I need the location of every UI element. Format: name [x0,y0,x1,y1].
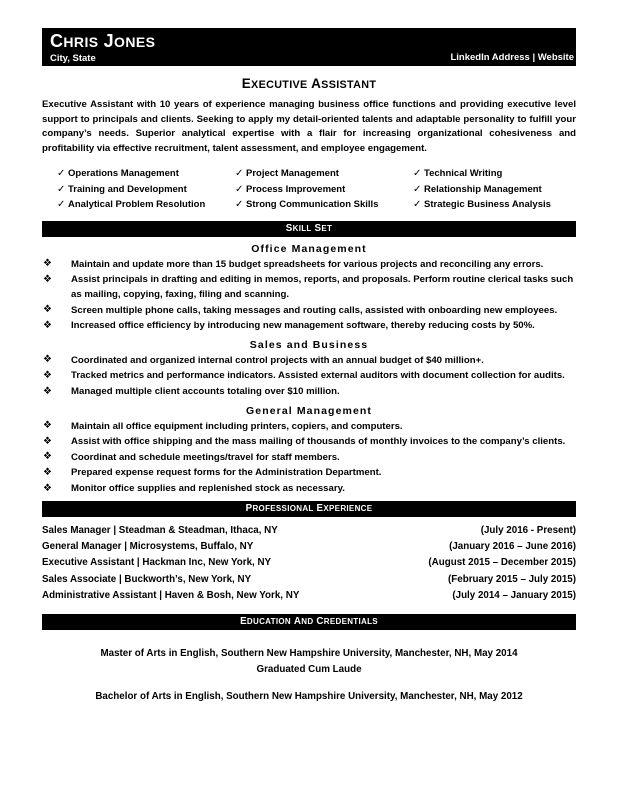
skill-item [398,182,576,198]
list-item [42,369,576,384]
experience-dates: (July 2014 – January 2015) [452,590,576,602]
diamond-bullet-icon: ❖ [43,273,52,285]
list-item [42,482,576,497]
resume-content [42,28,576,705]
diamond-bullet-icon: ❖ [43,369,52,381]
list-item-text: Assist with office shipping and the mass mailing of thousands of monthly invoices to the company’s clients. [71,436,566,448]
check-icon: ✓ [235,183,244,195]
list-item [42,466,576,481]
section-header-skill-set [42,221,576,237]
skill-label: Project Management [246,168,339,180]
list-item [42,435,576,450]
check-icon: ✓ [413,168,422,180]
skill-item [42,166,220,182]
skill-item [398,166,576,182]
list-item-text: Managed multiple client accounts totaling over $10 million. [71,386,340,398]
job-title-text: EXECUTIVE ASSISTANT [241,76,377,91]
list-item-text: Assist principals in drafting and editing in memos, reports, and proposals. Perform routine clerical tasks such as mailing, copying, faxing, filing and scanning. [71,274,574,301]
candidate-name [50,32,568,52]
check-icon: ✓ [413,183,422,195]
list-item [42,258,576,273]
candidate-name-text: CHRIS JONES [50,31,156,51]
list-item-text: Screen multiple phone calls, taking messages and routing calls, assisted with onboarding new employees. [71,304,558,316]
list-item [42,319,576,334]
skill-label: Process Improvement [246,183,346,195]
skill-item [398,197,576,213]
skill-item [42,197,220,213]
check-icon: ✓ [235,168,244,180]
skill-item [220,182,398,198]
experience-row [42,588,576,604]
experience-dates: (February 2015 – July 2015) [448,573,576,585]
experience-position: Sales Manager | Steadman & Steadman, Ithaca, NY [42,524,278,536]
diamond-bullet-icon: ❖ [43,258,52,270]
candidate-contact-links[interactable]: LinkedIn Address | Website [450,52,574,63]
subsection-title: General Management [246,404,372,417]
experience-dates: (January 2016 – June 2016) [449,541,576,552]
skill-item [42,182,220,198]
diamond-bullet-icon: ❖ [43,304,52,316]
spacer [42,679,576,689]
check-icon: ✓ [57,199,66,211]
experience-position: Sales Associate | Buckworth’s, New York, NY [42,573,252,585]
candidate-location: City, State [50,53,96,64]
skills-grid [42,166,576,213]
bullet-list [42,258,576,334]
experience-position: General Manager | Microsystems, Buffalo, NY [42,541,254,552]
professional-summary: Executive Assistant with 10 years of experience managing business office functions and providing executive level support to principals and clients. Seeking to apply my detail-oriented talents and adaptable personality to fulfill your company’s needs. Superior analytical expertise with a flair for increasing organizational cohesiveness and profitability via effective recruitment, talent assessment, and employee engagement. [42,99,576,154]
experience-position: Executive Assistant | Hackman Inc, New York, NY [42,557,272,569]
education-line: Bachelor of Arts in English, Southern New Hampshire University, Manchester, NH, May 2012 [95,690,523,702]
skill-label: Operations Management [68,168,179,180]
bullet-list [42,354,576,400]
page-title [42,76,576,91]
check-icon: ✓ [57,168,66,180]
experience-dates: (August 2015 – December 2015) [428,557,576,569]
skills-row [42,197,576,213]
list-item-text: Maintain all office equipment including printers, copiers, and computers. [71,420,403,432]
list-item-text: Tracked metrics and performance indicators. Assisted external auditors with document collection for audits. [71,370,565,382]
diamond-bullet-icon: ❖ [43,354,52,366]
list-item [42,354,576,369]
experience-row [42,555,576,571]
education-line: Graduated Cum Laude [256,664,362,676]
bullet-list [42,420,576,497]
list-item [42,385,576,400]
experience-list [42,523,576,605]
diamond-bullet-icon: ❖ [43,466,52,478]
section-header-education [42,614,576,630]
check-icon: ✓ [413,199,422,211]
section-header-label: SKILL SET [285,222,333,234]
list-item-text: Prepared expense request forms for the Administration Department. [71,467,382,479]
diamond-bullet-icon: ❖ [43,435,52,447]
skill-label: Training and Development [68,183,187,195]
skill-item [220,166,398,182]
list-item [42,273,576,302]
section-header-label: EDUCATION AND CREDENTIALS [240,615,378,627]
skills-row [42,182,576,198]
skill-label: Strong Communication Skills [246,199,379,211]
section-header-professional-experience [42,501,576,517]
diamond-bullet-icon: ❖ [43,385,52,397]
skills-row [42,166,576,182]
skill-label: Strategic Business Analysis [424,199,551,211]
skill-label: Analytical Problem Resolution [68,199,206,211]
experience-row [42,539,576,555]
experience-position: Administrative Assistant | Haven & Bosh, New York, NY [42,590,300,602]
list-item-text: Increased office efficiency by introducing new management software, thereby reducing costs by 50%. [71,320,535,332]
check-icon: ✓ [235,199,244,211]
spacer [42,636,576,646]
skill-item [220,197,398,213]
experience-row [42,523,576,539]
diamond-bullet-icon: ❖ [43,482,52,494]
diamond-bullet-icon: ❖ [43,420,52,432]
education-line: Master of Arts in English, Southern New Hampshire University, Manchester, NH, May 2014 [100,647,518,659]
diamond-bullet-icon: ❖ [43,451,52,463]
list-item [42,304,576,319]
skill-label: Technical Writing [424,168,503,180]
subsection-title: Sales and Business [249,338,369,351]
list-item [42,451,576,466]
list-item-text: Monitor office supplies and replenished stock as necessary. [71,483,345,494]
list-item-text: Coordinat and schedule meetings/travel for staff members. [71,451,340,463]
experience-dates: (July 2016 - Present) [480,524,576,536]
subsection-title: Office Management [251,242,367,255]
experience-row [42,572,576,588]
skill-label: Relationship Management [424,183,542,195]
diamond-bullet-icon: ❖ [43,319,52,331]
list-item [42,420,576,435]
section-header-label: PROFESSIONAL EXPERIENCE [245,502,373,514]
list-item-text: Maintain and update more than 15 budget spreadsheets for various projects and reconciling any errors. [71,258,544,270]
education-block [42,636,576,706]
check-icon: ✓ [57,183,66,195]
list-item-text: Coordinated and organized internal control projects with an annual budget of $40 million+. [71,354,484,366]
resume-header-bar [42,28,576,66]
